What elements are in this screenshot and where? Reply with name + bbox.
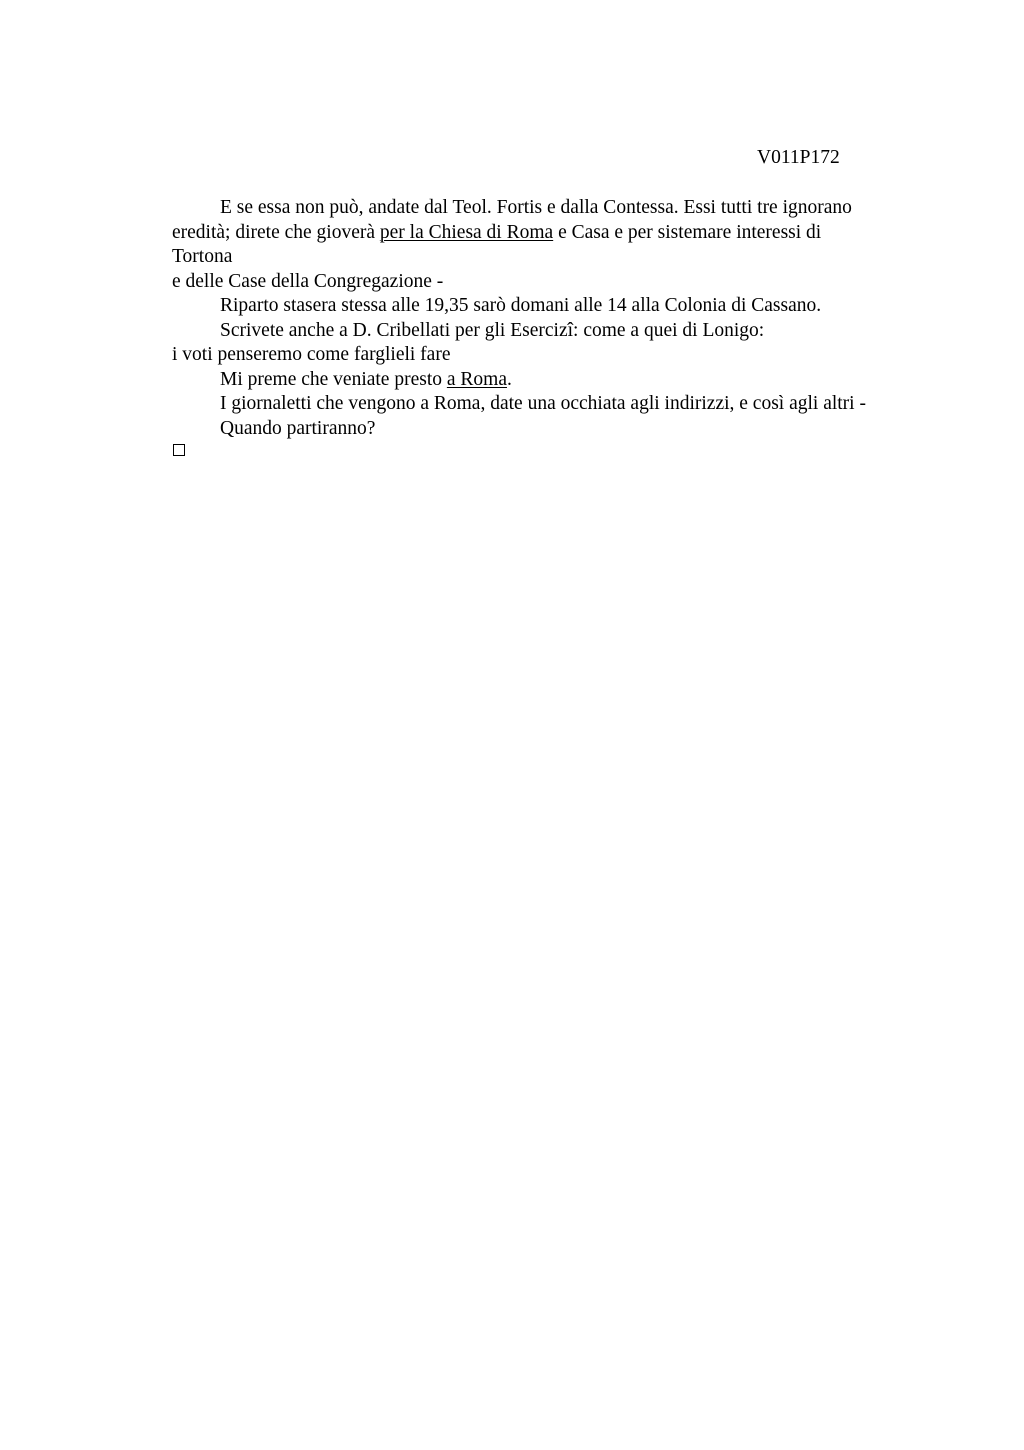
underlined-text: per la Chiesa di Roma	[379, 221, 554, 243]
line-text: Tortona	[172, 246, 233, 267]
letter-body	[172, 196, 912, 441]
letter-line-4	[172, 270, 912, 295]
letter-line-7	[172, 343, 912, 368]
line-text: Scrivete anche a D. Cribellati per gli Esercizi	[220, 319, 574, 341]
line-text: : come a quei di Lonigo:	[573, 319, 765, 341]
line-text: I giornaletti che vengono a Roma, date una occhiata agli indirizzi, e così agli altri -	[220, 393, 866, 414]
line-text: e Casa e per sistemare interessi di	[553, 221, 822, 243]
letter-line-1	[172, 196, 912, 221]
line-text: eredità; direte che gioverà	[172, 221, 380, 243]
underlined-text: a Roma	[446, 368, 507, 390]
letter-line-5	[172, 294, 912, 319]
letter-line-2	[172, 221, 912, 246]
line-text: .	[506, 368, 512, 390]
line-text: Riparto stasera stessa alle 19,35 sarò domani alle 14 alla Colonia di Cassano.	[220, 295, 822, 316]
line-text: Mi preme che veniate presto	[220, 368, 447, 390]
letter-line-6	[172, 319, 912, 344]
line-text: E se essa non può, andate dal Teol. Fortis e dalla Contessa. Essi tutti tre ignorano	[220, 197, 852, 218]
line-text: i voti penseremo come farglieli fare	[172, 344, 451, 365]
square-outline-icon	[173, 444, 185, 456]
letter-line-8	[172, 368, 912, 393]
letter-line-10	[172, 417, 912, 442]
page-id: V011P172	[757, 147, 840, 168]
letter-line-3	[172, 245, 912, 270]
letter-line-9	[172, 392, 912, 417]
line-text: Quando partiranno?	[220, 417, 376, 439]
line-text: e delle Case della Congregazione -	[172, 270, 444, 292]
